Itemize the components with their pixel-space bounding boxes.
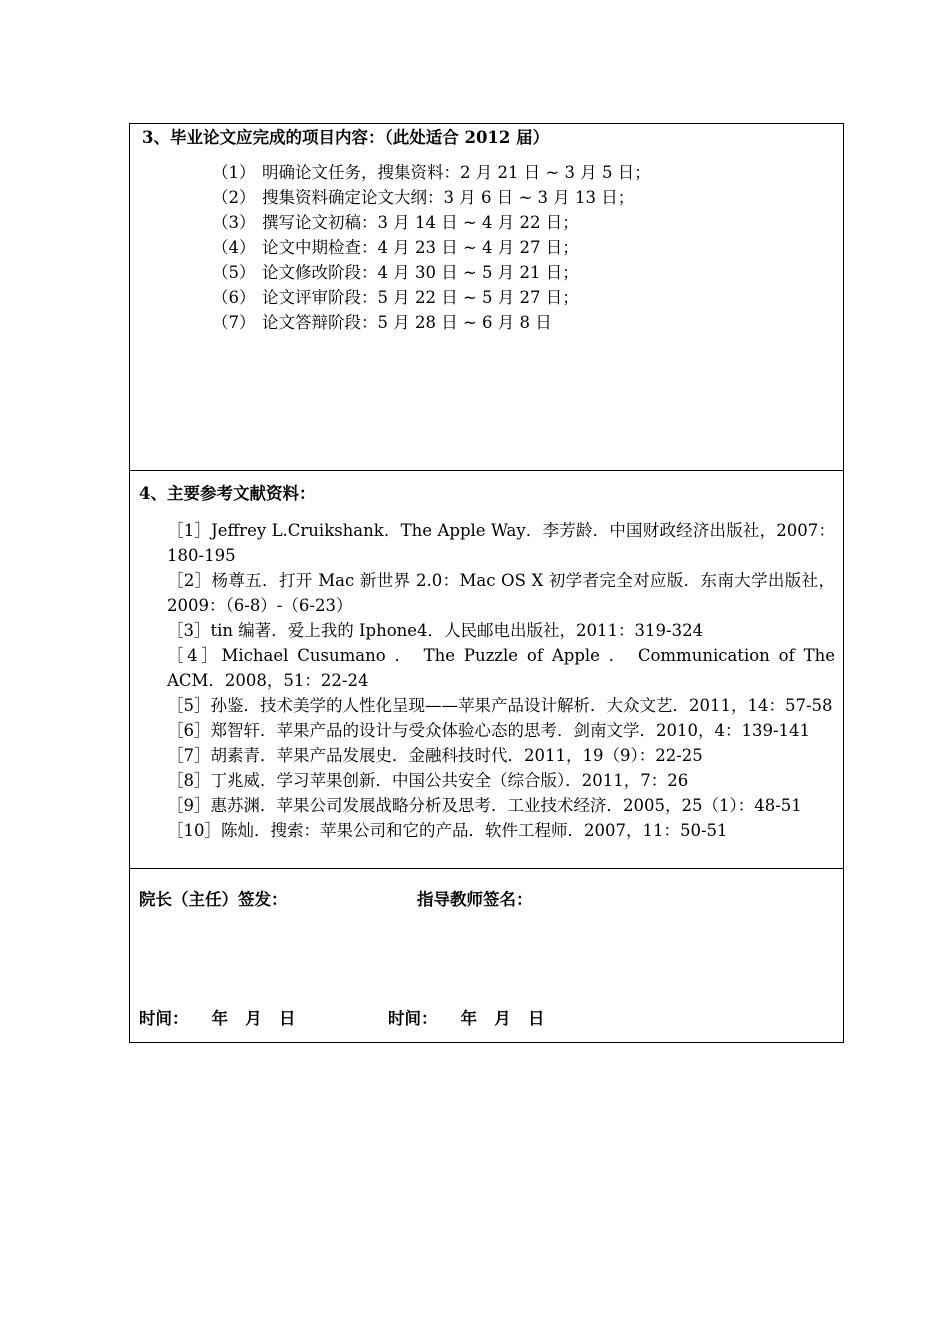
- task-item: [212, 310, 651, 335]
- reference-item: ［5］孙鉴．技术美学的人性化呈现——苹果产品设计解析．大众文艺．2011，14：57-58: [167, 696, 833, 715]
- reference-item: ［10］陈灿．搜索：苹果公司和它的产品．软件工程师．2007，11：50-51: [167, 821, 728, 840]
- project-content-section: [130, 124, 843, 471]
- dean-date-label: 时间： 年 月 日: [139, 1009, 296, 1028]
- task-item: [212, 260, 651, 285]
- advisor-date-label: 时间： 年 月 日: [388, 1009, 545, 1028]
- task-item: [212, 185, 651, 210]
- advisor-signature-label: 指导教师签名：: [417, 890, 533, 909]
- task-text: 论文修改阶段：4 月 30 日 ~ 5 月 21 日；: [262, 263, 579, 282]
- signature-section: [130, 869, 843, 1042]
- task-number: （5）: [212, 263, 256, 282]
- reference-item: ［4］Michael Cusumano ． The Puzzle of Apple ． Communication of The ACM．2008，51：22-24: [167, 646, 835, 690]
- task-number: （4）: [212, 238, 256, 257]
- task-number: （1）: [212, 163, 256, 182]
- task-form-table: [129, 123, 844, 1043]
- task-item: [212, 160, 651, 185]
- task-item: [212, 210, 651, 235]
- task-number: （6）: [212, 288, 256, 307]
- project-content-heading: 3、毕业论文应完成的项目内容：（此处适合 2012 届）: [142, 128, 550, 147]
- reference-list: [167, 518, 835, 843]
- task-number: （7）: [212, 313, 256, 332]
- task-item: [212, 235, 651, 260]
- dean-signature-label: 院长（主任）签发：: [139, 890, 288, 909]
- references-heading: 4、主要参考文献资料：: [139, 484, 316, 503]
- task-text: 撰写论文初稿：3 月 14 日 ~ 4 月 22 日；: [262, 213, 579, 232]
- task-number: （2）: [212, 188, 256, 207]
- reference-item: ［9］惠苏渊．苹果公司发展战略分析及思考．工业技术经济．2005，25（1）：48-51: [167, 796, 802, 815]
- reference-item: ［6］郑智轩．苹果产品的设计与受众体验心态的思考．剑南文学．2010，4：139-141: [167, 721, 811, 740]
- task-text: 论文评审阶段：5 月 22 日 ~ 5 月 27 日；: [262, 288, 579, 307]
- task-item: [212, 285, 651, 310]
- task-text: 论文中期检查：4 月 23 日 ~ 4 月 27 日；: [262, 238, 579, 257]
- references-section: [130, 471, 843, 869]
- task-text: 搜集资料确定论文大纲：3 月 6 日 ~ 3 月 13 日；: [262, 188, 635, 207]
- task-text: 明确论文任务，搜集资料：2 月 21 日 ~ 3 月 5 日；: [262, 163, 651, 182]
- task-text: 论文答辩阶段：5 月 28 日 ~ 6 月 8 日: [262, 313, 552, 332]
- reference-item: ［1］Jeffrey L.Cruikshank．The Apple Way．李芳龄．中国财政经济出版社，2007：180-195: [167, 521, 835, 565]
- reference-item: ［7］胡素青．苹果产品发展史．金融科技时代．2011，19（9）：22-25: [167, 746, 703, 765]
- reference-item: ［8］丁兆威．学习苹果创新．中国公共安全（综合版）．2011，7：26: [167, 771, 689, 790]
- reference-item: ［3］tin 编著．爱上我的 Iphone4．人民邮电出版社，2011：319-324: [167, 621, 704, 640]
- task-list: [212, 160, 651, 335]
- reference-item: ［2］杨尊五．打开 Mac 新世界 2.0：Mac OS X 初学者完全对应版．东南大学出版社，2009：（6-8）-（6-23）: [167, 571, 835, 615]
- task-number: （3）: [212, 213, 256, 232]
